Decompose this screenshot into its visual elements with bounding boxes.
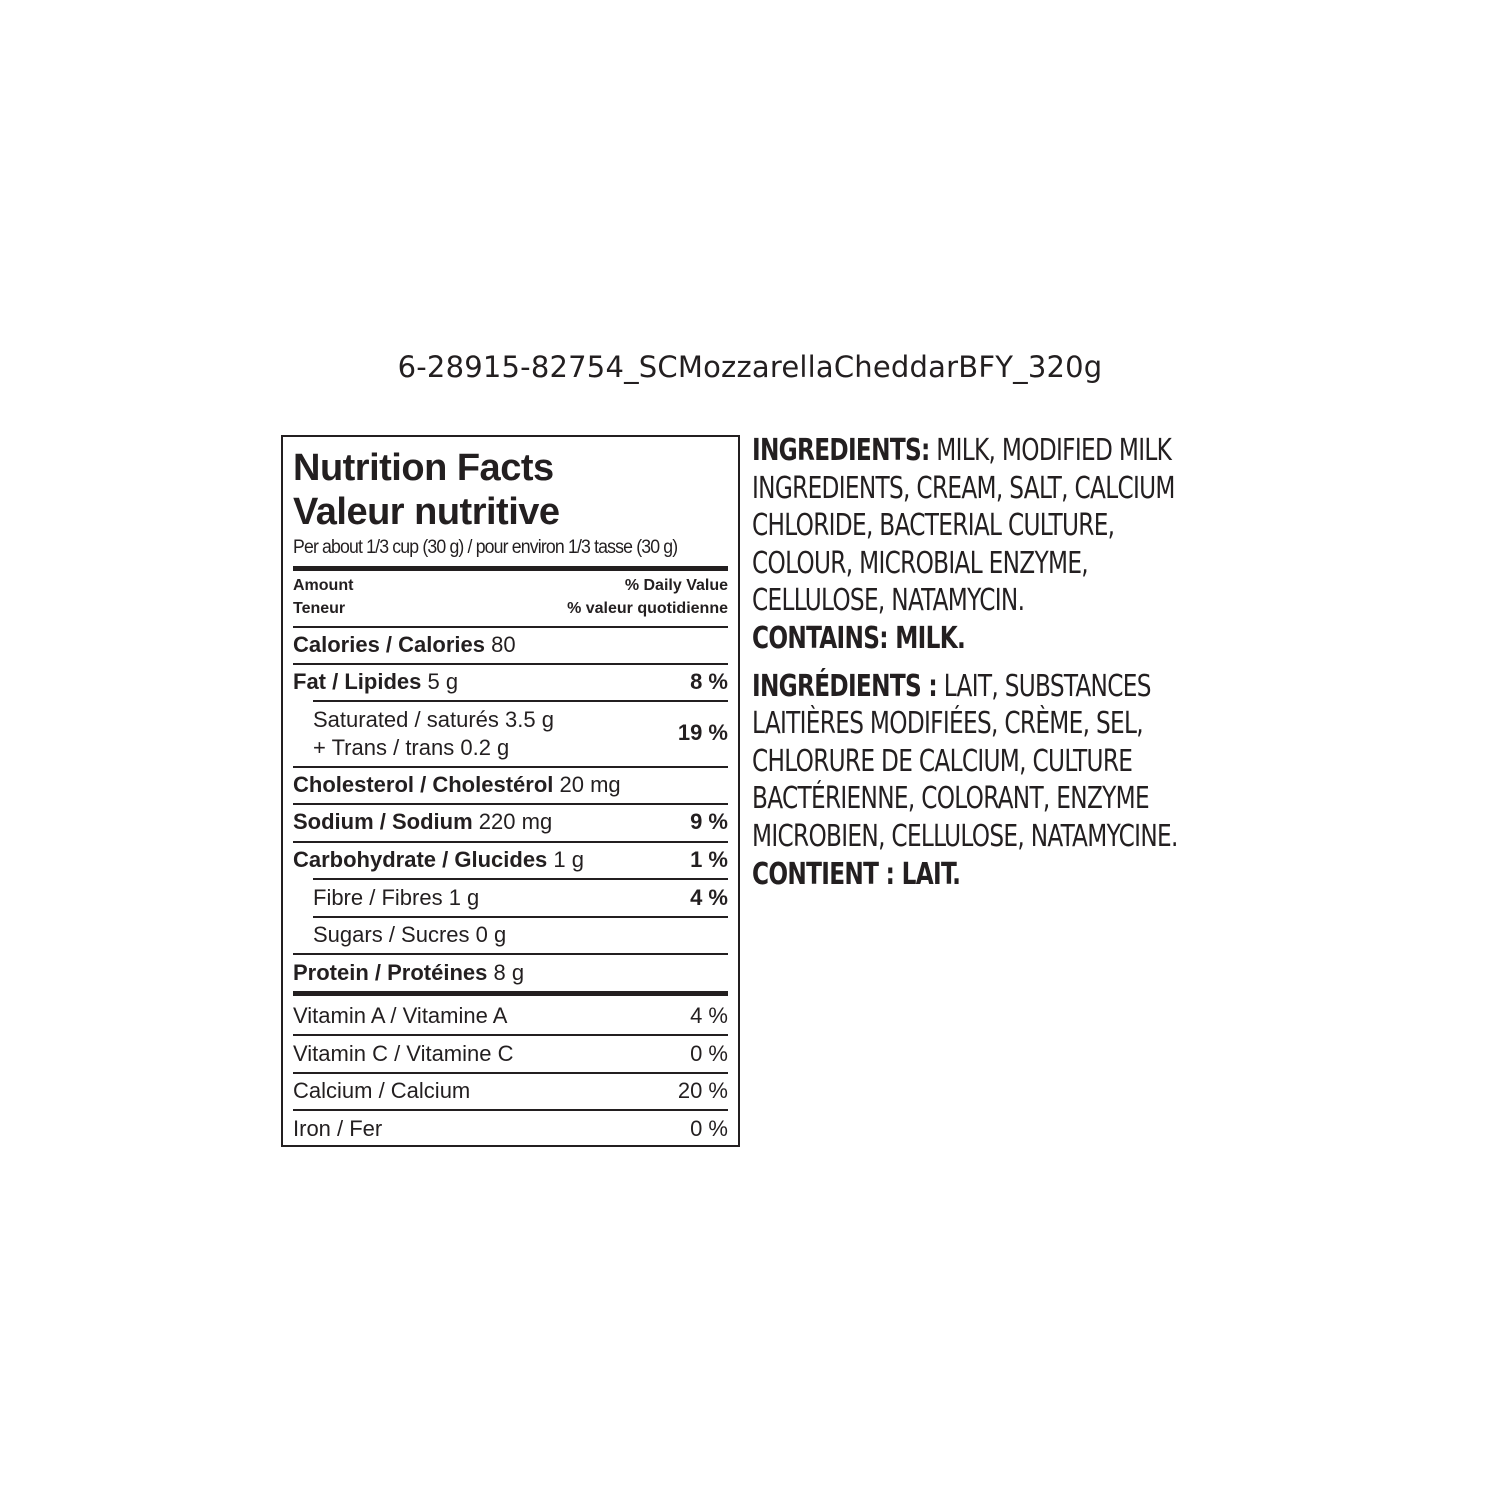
nutrient-percent: 9 % — [690, 809, 728, 834]
nutrient-percent: 4 % — [690, 1003, 728, 1028]
ingredients-en-heading: INGREDIENTS: — [752, 433, 930, 468]
ingredients-fr-line: BACTÉRIENNE, COLORANT, ENZYME — [752, 781, 1149, 817]
divider — [293, 953, 728, 955]
nutrient-label: Iron / Fer — [293, 1116, 383, 1141]
ingredients-fr-line — [752, 668, 1199, 706]
nutrient-label: Protein / Protéines — [293, 960, 488, 985]
nutrient-percent: 20 % — [677, 1078, 728, 1103]
nutrient-label: Sugars / Sucres 0 g — [313, 922, 507, 947]
nutrient-label: Carbohydrate / Glucides — [293, 847, 548, 872]
nutrient-percent: 8 % — [690, 669, 728, 694]
ingredients-fr-line: MICROBIEN, CELLULOSE, NATAMYCINE. — [752, 818, 1178, 854]
ingredients-panel — [752, 432, 1272, 893]
nutrient-amount: 5 g — [427, 669, 459, 694]
divider — [293, 663, 728, 665]
divider — [293, 841, 728, 843]
ingredients-fr-text: LAIT, SUBSTANCES — [937, 668, 1151, 704]
file-title: 6-28915-82754_SCMozzarellaCheddarBFY_320g — [397, 350, 1103, 384]
divider — [293, 1109, 728, 1111]
amount-header-en: Amount — [293, 577, 354, 594]
nutrition-title-en: Nutrition Facts — [293, 447, 554, 489]
contains-fr: CONTIENT : LAIT. — [752, 856, 961, 892]
ingredients-fr-line: LAITIÈRES MODIFIÉES, CRÈME, SEL, — [752, 706, 1143, 742]
divider — [313, 878, 728, 880]
ingredients-en-line — [752, 432, 1199, 470]
divider — [293, 1072, 728, 1074]
nutrition-facts-table — [281, 435, 740, 1147]
nutrient-label: Calories / Calories — [293, 632, 485, 657]
serving-size: Per about 1/3 cup (30 g) / pour environ 1/3 tasse (30 g) — [293, 537, 678, 558]
nutrient-percent: 4 % — [690, 885, 728, 910]
daily-value-header-fr: % valeur quotidienne — [567, 600, 728, 617]
nutrient-label: Calcium / Calcium — [293, 1078, 471, 1103]
nutrient-label: + Trans / trans 0.2 g — [313, 735, 510, 760]
contains-en: CONTAINS: MILK. — [752, 620, 966, 656]
nutrient-label: Cholesterol / Cholestérol — [293, 772, 554, 797]
nutrient-amount: 1 g — [553, 847, 585, 872]
daily-value-header-en: % Daily Value — [624, 577, 728, 594]
nutrient-label: Fibre / Fibres 1 g — [313, 885, 480, 910]
nutrient-label: Vitamin C / Vitamine C — [293, 1041, 514, 1066]
divider — [293, 766, 728, 768]
nutrient-percent: 19 % — [677, 720, 728, 745]
nutrient-label: Fat / Lipides — [293, 669, 422, 694]
nutrition-title-fr: Valeur nutritive — [293, 491, 560, 533]
nutrient-label: Sodium / Sodium — [293, 809, 473, 834]
nutrient-percent: 1 % — [690, 847, 728, 872]
ingredients-en-line: CELLULOSE, NATAMYCIN. — [752, 583, 1025, 619]
divider — [293, 566, 728, 571]
nutrient-percent: 0 % — [690, 1041, 728, 1066]
divider — [293, 1034, 728, 1036]
nutrient-amount: 8 g — [493, 960, 525, 985]
nutrient-percent: 0 % — [690, 1116, 728, 1141]
ingredients-en-line: CHLORIDE, BACTERIAL CULTURE, — [752, 508, 1115, 544]
divider — [313, 916, 728, 918]
divider — [313, 700, 728, 702]
nutrient-amount: 20 mg — [559, 772, 621, 797]
divider — [293, 803, 728, 805]
divider — [293, 626, 728, 628]
divider — [293, 991, 728, 996]
nutrient-amount: 80 — [491, 632, 516, 657]
nutrient-amount: 220 mg — [478, 809, 553, 834]
nutrient-label: Saturated / saturés 3.5 g — [313, 707, 554, 732]
ingredients-en-line: INGREDIENTS, CREAM, SALT, CALCIUM — [752, 470, 1175, 506]
ingredients-fr-line: CHLORURE DE CALCIUM, CULTURE — [752, 743, 1133, 779]
ingredients-en-text: MILK, MODIFIED MILK — [929, 433, 1172, 468]
nutrient-label: Vitamin A / Vitamine A — [293, 1003, 508, 1028]
ingredients-fr-heading: INGRÉDIENTS : — [752, 668, 938, 704]
amount-header-fr: Teneur — [293, 600, 346, 617]
ingredients-en-line: COLOUR, MICROBIAL ENZYME, — [752, 545, 1088, 581]
